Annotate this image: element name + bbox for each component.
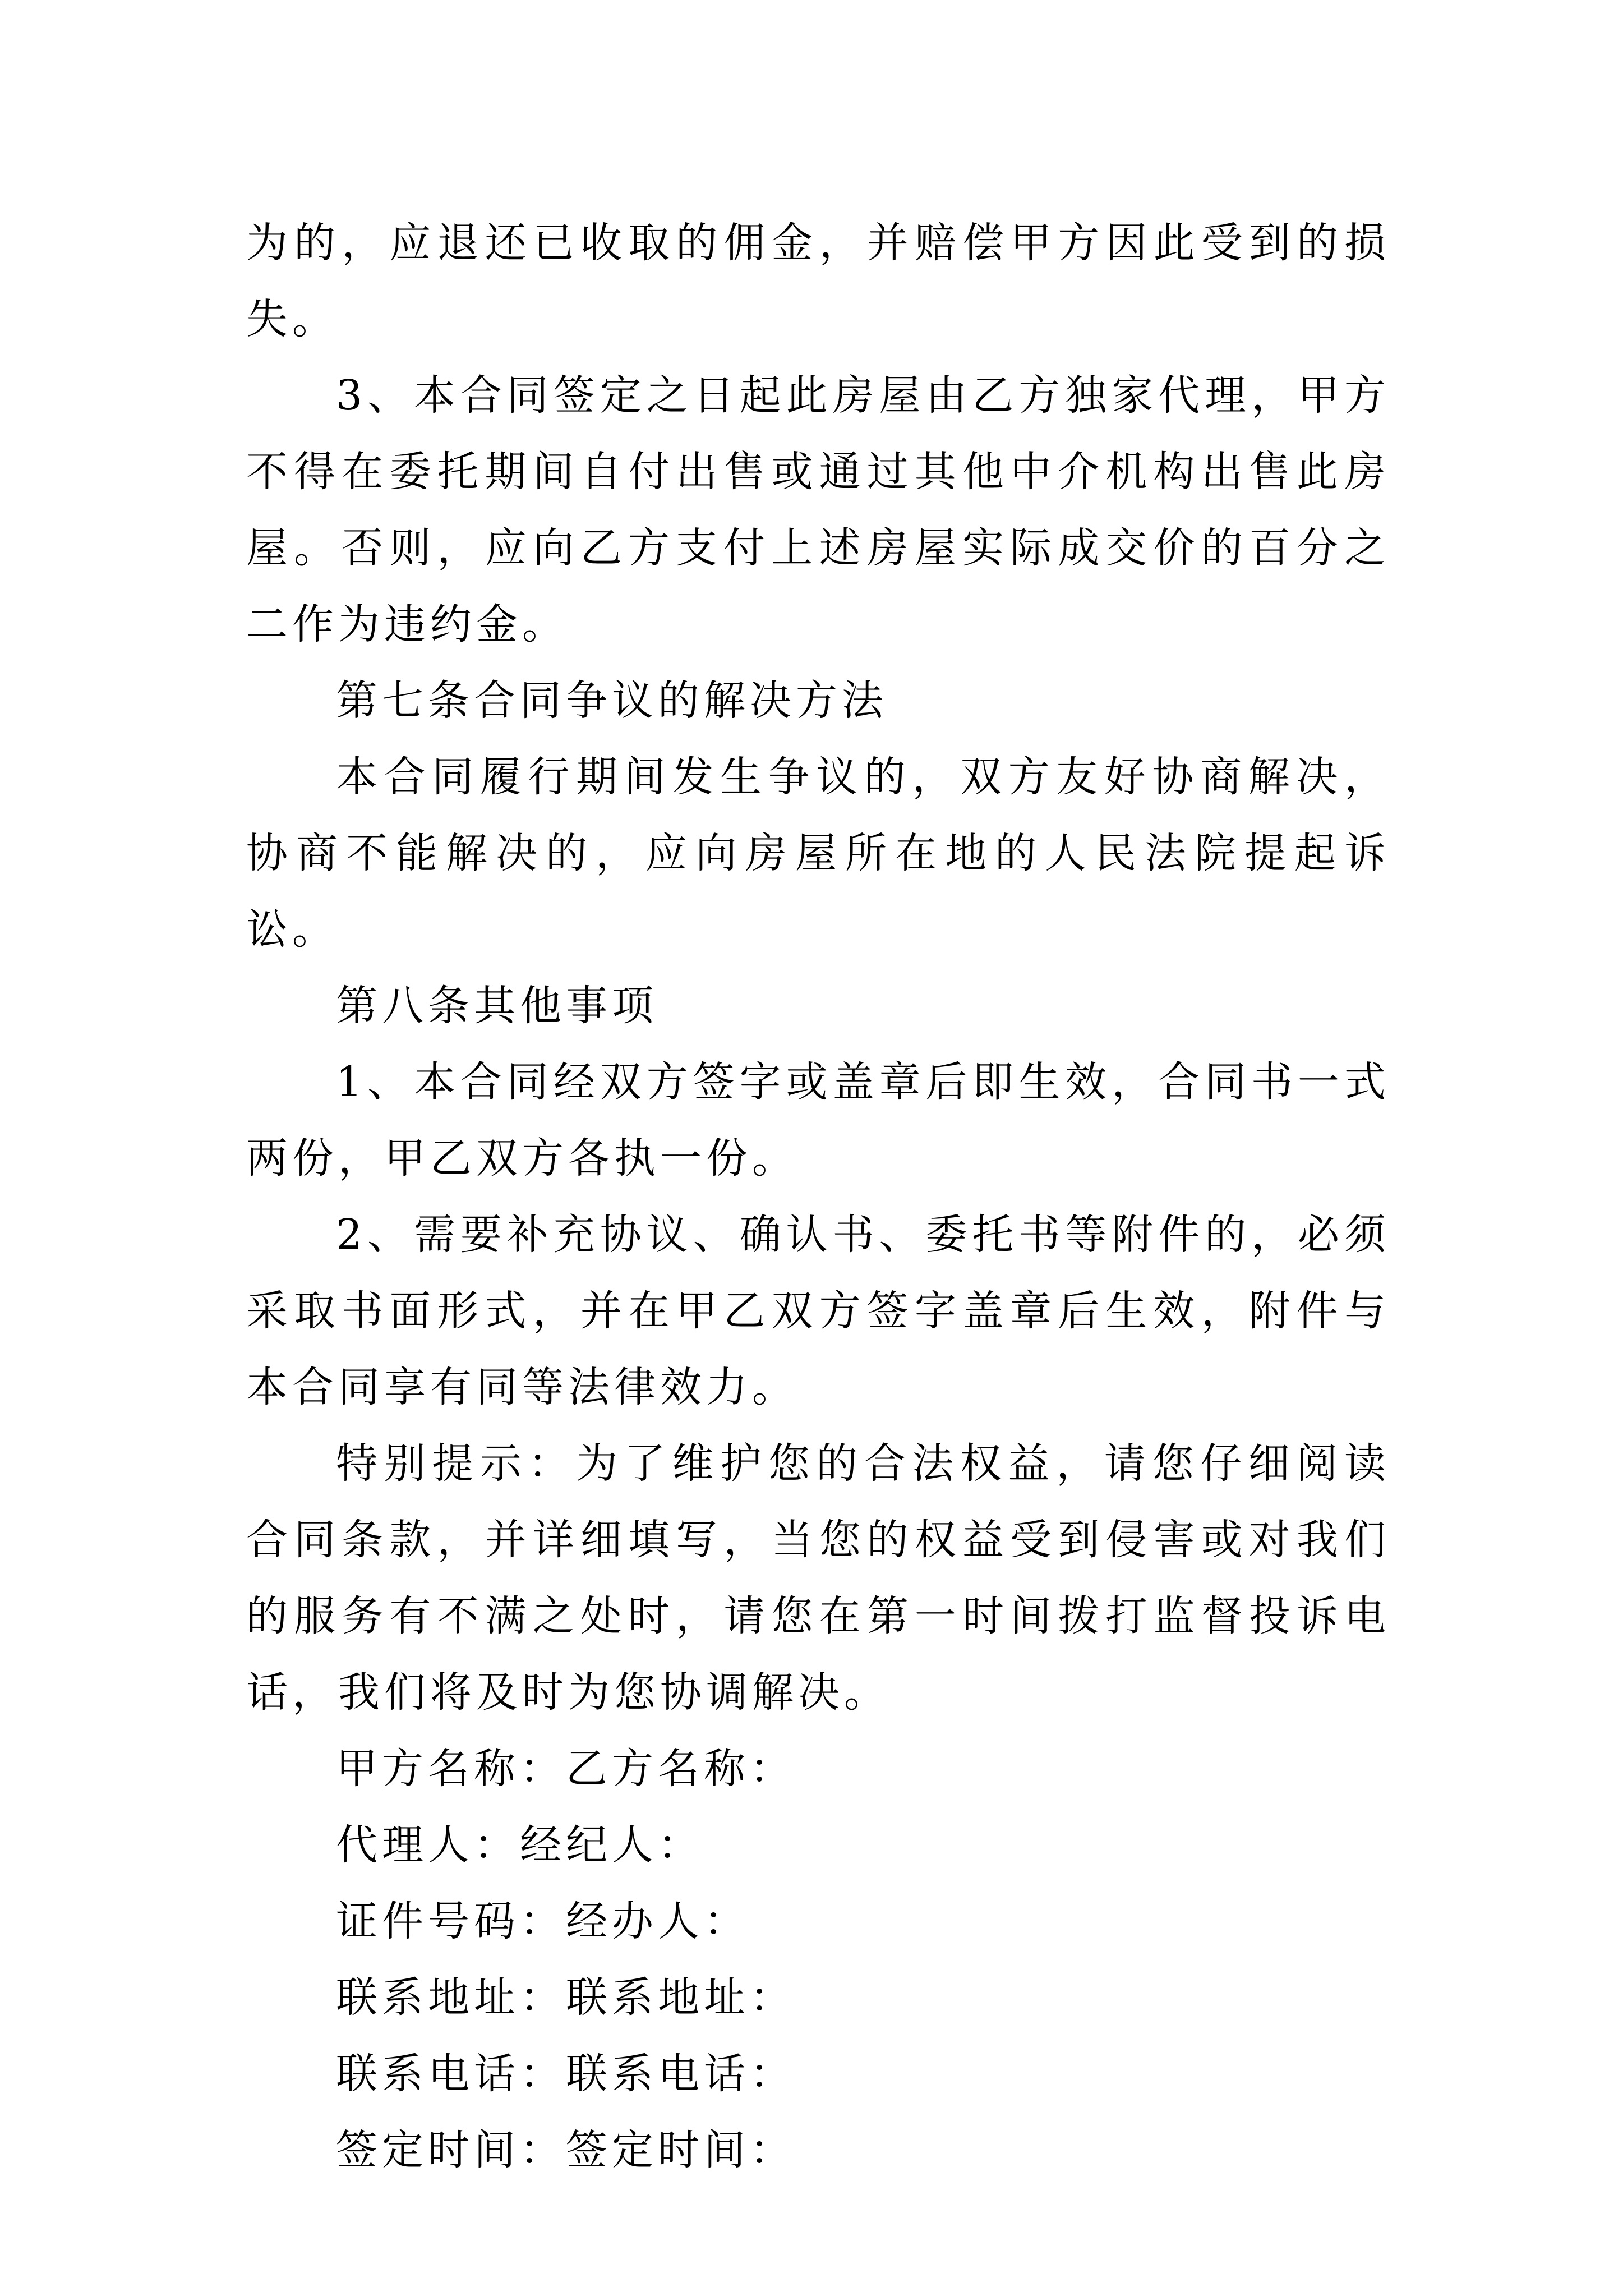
signature-line-dates: 签定时间：签定时间： bbox=[336, 2126, 796, 2174]
signature-line-addresses: 联系地址：联系地址： bbox=[336, 1973, 796, 2022]
signature-line-id-numbers: 证件号码：经办人： bbox=[336, 1897, 750, 1945]
contract-body bbox=[246, 205, 1390, 2188]
signature-line-phones: 联系电话：联系电话： bbox=[336, 2050, 796, 2098]
heading-article-8: 第八条其他事项 bbox=[336, 982, 658, 1030]
paragraph-special-notice: 特别提示：为了维护您的合法权益，请您仔细阅读合同条款，并详细填写，当您的权益受到侵害或对我们的服务有不满之处时，请您在第一时间拨打监督投诉电话，我们将及时为您协调解决。 bbox=[246, 1439, 1390, 1717]
paragraph-continuation: 为的，应退还已收取的佣金，并赔偿甲方因此受到的损失。 bbox=[246, 219, 1390, 343]
signature-line-agents: 代理人：经纪人： bbox=[336, 1821, 704, 1869]
signature-line-party-names: 甲方名称：乙方名称： bbox=[336, 1745, 796, 1793]
paragraph-effective: 1、本合同经双方签字或盖章后即生效，合同书一式两份，甲乙双方各执一份。 bbox=[246, 1058, 1390, 1182]
paragraph-dispute-resolution: 本合同履行期间发生争议的，双方友好协商解决，协商不能解决的，应向房屋所在地的人民法院提起诉讼。 bbox=[246, 753, 1390, 954]
paragraph-exclusive-agency: 3、本合同签定之日起此房屋由乙方独家代理，甲方不得在委托期间自付出售或通过其他中介机构出售此房屋。否则，应向乙方支付上述房屋实际成交价的百分之二作为违约金。 bbox=[246, 371, 1390, 648]
heading-article-7: 第七条合同争议的解决方法 bbox=[336, 677, 888, 725]
paragraph-attachments: 2、需要补充协议、确认书、委托书等附件的，必须采取书面形式，并在甲乙双方签字盖章后生效，附件与本合同享有同等法律效力。 bbox=[246, 1211, 1390, 1411]
